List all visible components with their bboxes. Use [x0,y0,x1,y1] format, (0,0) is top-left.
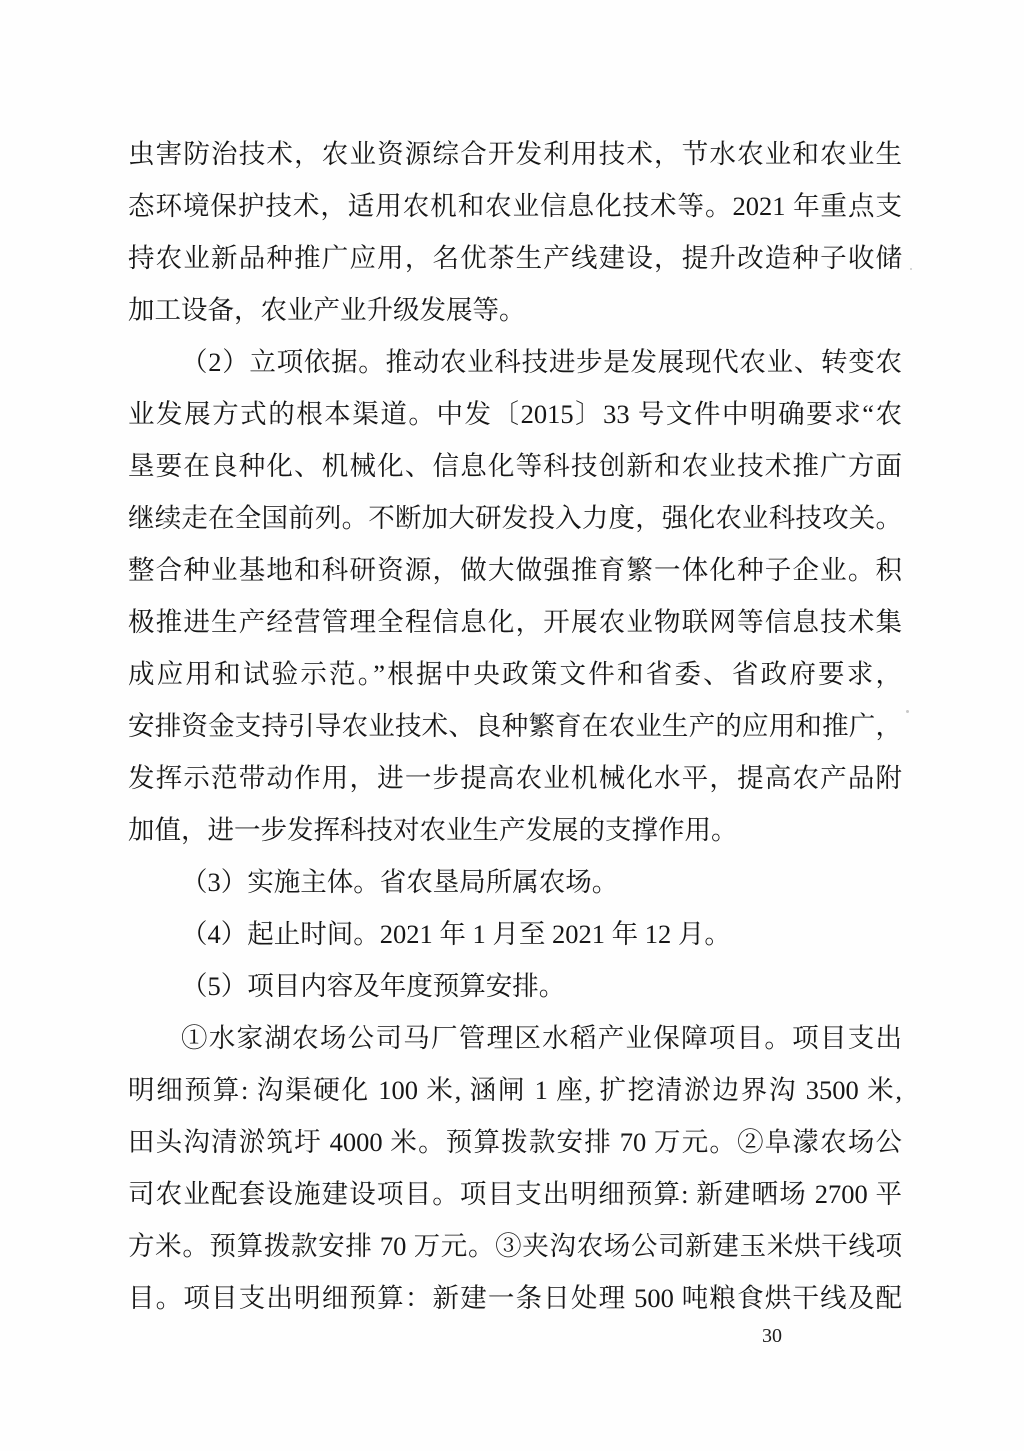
text-line: 加值，进一步发挥科技对农业生产发展的支撑作用。 [128,815,738,845]
text-line: （3）实施主体。省农垦局所属农场。 [181,867,619,897]
text-line: 业发展方式的根本渠道。中发〔2015〕33 号文件中明确要求“农 [128,399,902,429]
text-line: 成应用和试验示范。”根据中央政策文件和省委、省政府要求， [128,659,902,689]
text-line: （2）立项依据。推动农业科技进步是发展现代农业、转变农 [181,347,902,377]
page-number: 30 [762,1325,782,1347]
text-line: 继续走在全国前列。不断加大研发投入力度，强化农业科技攻关。 [128,503,902,533]
text-line: 明细预算: 沟渠硬化 100 米, 涵闸 1 座, 扩挖清淤边界沟 3500 米, [128,1075,902,1105]
text-line: 安排资金支持引导农业技术、良种繁育在农业生产的应用和推广， [128,711,902,741]
text-line: ①水家湖农场公司马厂管理区水稻产业保障项目。项目支出 [181,1023,902,1053]
text-line: 目。项目支出明细预算：新建一条日处理 500 吨粮食烘干线及配 [128,1283,902,1313]
text-line: 虫害防治技术，农业资源综合开发利用技术，节水农业和农业生 [128,139,902,169]
text-line: （4）起止时间。2021 年 1 月至 2021 年 12 月。 [181,919,731,949]
text-line: 加工设备，农业产业升级发展等。 [128,295,526,325]
scan-speck [910,268,912,270]
text-line: 极推进生产经营管理全程信息化，开展农业物联网等信息技术集 [128,607,902,637]
text-line: 发挥示范带动作用，进一步提高农业机械化水平，提高农产品附 [128,763,902,793]
text-line: 方米。预算拨款安排 70 万元。③夹沟农场公司新建玉米烘干线项 [128,1231,902,1261]
text-line: 持农业新品种推广应用，名优茶生产线建设，提升改造种子收储 [128,243,902,273]
text-line: 态环境保护技术，适用农机和农业信息化技术等。2021 年重点支 [128,191,902,221]
text-line: 田头沟清淤筑圩 4000 米。预算拨款安排 70 万元。②阜濛农场公 [128,1127,902,1157]
text-line: 垦要在良种化、机械化、信息化等科技创新和农业技术推广方面 [128,451,902,481]
text-line: 整合种业基地和科研资源，做大做强推育繁一体化种子企业。积 [128,555,902,585]
scan-speck [906,710,909,713]
text-line: （5）项目内容及年度预算安排。 [181,971,566,1001]
text-line: 司农业配套设施建设项目。项目支出明细预算: 新建晒场 2700 平 [128,1179,902,1209]
document-body [128,128,902,1324]
